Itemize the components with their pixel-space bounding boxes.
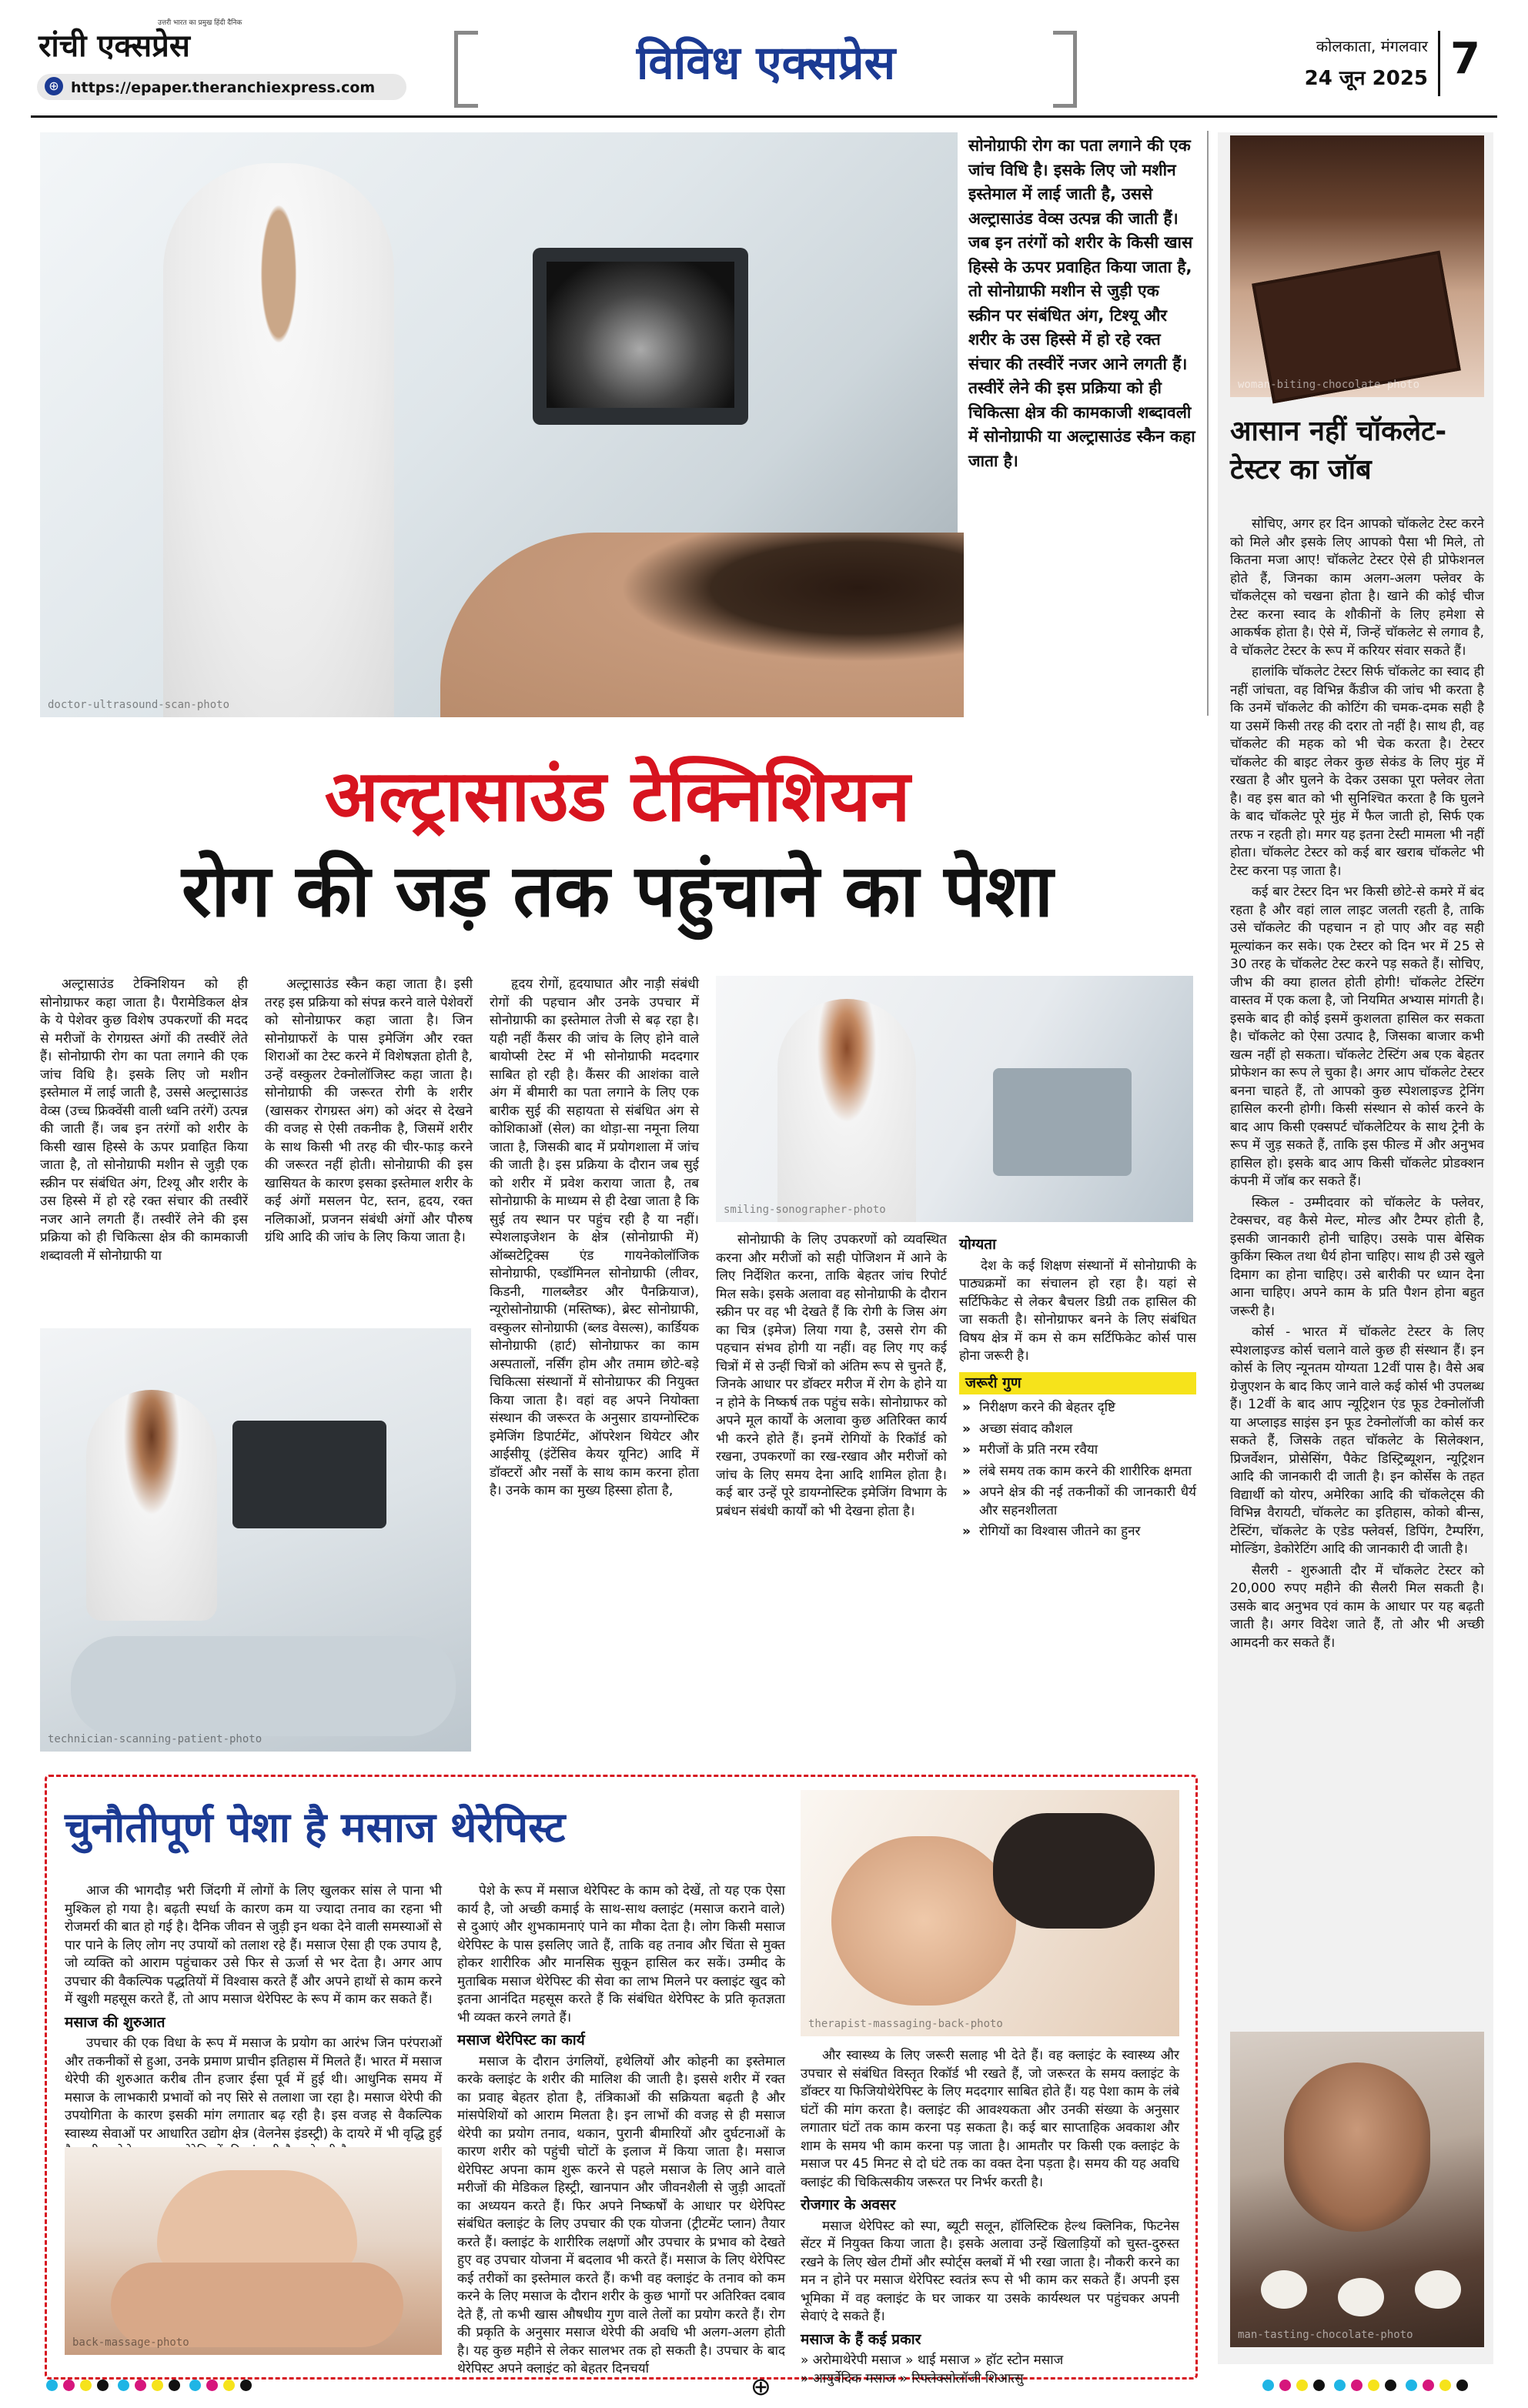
chocolate-body bbox=[1230, 516, 1484, 1962]
skill-item: » अच्छा संवाद कौशल bbox=[959, 1421, 1196, 1439]
lead-col-1 bbox=[40, 976, 248, 1314]
city-day: कोलकाता, मंगलवार bbox=[1316, 37, 1428, 55]
skill-item: » अपने क्षेत्र की नई तकनीकों की जानकारी धैर्य और सहनशीलता bbox=[959, 1484, 1196, 1520]
patient-figure bbox=[440, 533, 964, 717]
skill-item: » रोगियों का विश्वास जीतने का हुनर bbox=[959, 1523, 1196, 1541]
page-number: 7 bbox=[1450, 34, 1480, 84]
taster-photo bbox=[1230, 2032, 1484, 2347]
masthead-rule bbox=[31, 115, 1497, 118]
bracket-right bbox=[1053, 31, 1077, 108]
qualification-heading: योग्यता bbox=[959, 1236, 997, 1253]
technician-photo bbox=[716, 976, 1193, 1222]
massage-types-line-2: » आयुर्वेदिक मसाज » रिफ्लेक्सोलॉजी शिआत्सु bbox=[801, 2370, 1024, 2386]
registration-mark: ⊕ bbox=[751, 2372, 771, 2401]
issue-date: 24 जून 2025 bbox=[1304, 67, 1428, 90]
massage-work-heading: मसाज थेरेपिस्ट का कार्य bbox=[457, 2032, 585, 2049]
back-massage-photo bbox=[65, 2147, 442, 2355]
massage-col-3-p2: मसाज थेरेपिस्ट को स्पा, ब्यूटी सलून, हॉलिस्टिक हेल्थ क्लिनिक, फिटनेस सेंटर में नियुक्त किया जाता है। इसके अलावा उन्हें खिलाड़ियों को चुस्त-दुरुस्त रखने के लिए खेल टीमों और स्पोर्ट्स क्लबों में भी रखा जाता है। नौकरी करने का मन न होने पर मसाज थेरेपिस्ट स्वतंत्र रूप से भी काम कर सकते हैं। अपनी इस भूमिका में वह क्लाइंट के घर जाकर या उसके कार्यस्थल पर पहुंचकर अपनी सेवाएं दे सकते हैं। bbox=[801, 2218, 1179, 2324]
massage-col-2 bbox=[457, 1882, 785, 2376]
bracket-left bbox=[454, 31, 478, 108]
taster-photo-label: man-tasting-chocolate-photo bbox=[1238, 2329, 1413, 2341]
qualification-text: देश के कई शिक्षण संस्थानों में सोनोग्राफी के पाठ्यक्रमों का संचालन हो रहा है। यहां से सर्टिफिकेट से लेकर बैचलर डिग्री तक हासिल की जा सकती है। सोनोग्राफर बनने के लिए संबंधित विषय क्षेत्र में कम से कम सर्टिफिकेट कोर्स पास होना जरूरी है। bbox=[959, 1257, 1196, 1364]
lead-col-5 bbox=[959, 1231, 1196, 1755]
scan-photo bbox=[40, 1328, 471, 1752]
hands-massage-photo-label: therapist-massaging-back-photo bbox=[808, 2018, 1003, 2030]
lead-intro-box bbox=[968, 134, 1196, 703]
skills-list bbox=[959, 1399, 1196, 1541]
lead-col-4 bbox=[716, 1231, 947, 1755]
paper-name: रांची एक्सप्रेस bbox=[38, 28, 190, 64]
chocolate-body-6: सैलरी - शुरुआती दौर में चॉकलेट टेस्टर को 20,000 रुपए महीने की सैलरी मिल सकती है। उसके बाद अनुभव एवं काम के आधार पर यह बढ़ती जाती है। अगर विदेश जाते हैं, तो और भी अच्छी आमदनी कर सकते हैं। bbox=[1230, 1562, 1484, 1651]
lead-photo-label: doctor-ultrasound-scan-photo bbox=[48, 699, 230, 711]
massage-history-heading: मसाज की शुरुआत bbox=[65, 2013, 166, 2031]
lead-col-2 bbox=[265, 976, 473, 1314]
section-title: विविध एक्सप्रेस bbox=[636, 36, 896, 90]
lead-col-1-text: अल्ट्रासाउंड टेक्निशियन को ही सोनोग्राफर कहा जाता है। पैरामेडिकल क्षेत्र के ये पेशेवर कुछ विशेष उपकरणों की मदद से मरीजों के रोगग्रस्त अंगों की तस्वीरें लेते हैं। सोनोग्राफी रोग का पता लगाने की एक जांच विधि है। इसके लिए जो मशीन इस्तेमाल में लाई जाती है, उससे अल्ट्रासाउंड वेव्स (उच्च फ्रिक्वेंसी वाली ध्वनि तरंगें) उत्पन्न की जाती हैं। जब इन तरंगों को शरीर के किसी खास हिस्से के ऊपर प्रवाहित किया जाता है, तो सोनोग्राफी मशीन से जुड़ी एक स्क्रीन पर संबंधित अंग, टिश्यू और शरीर के उस हिस्से में हो रहे रक्त संचार की तस्वीरें नजर आने लगती हैं। तस्वीरें लेने की इस प्रक्रिया को ही चिकित्सा क्षेत्र की कामकाजी शब्दावली में सोनोग्राफी या bbox=[40, 977, 248, 1264]
color-bar-right bbox=[1262, 2380, 1473, 2394]
skill-item: » निरीक्षण करने की बेहतर दृष्टि bbox=[959, 1399, 1196, 1418]
massage-col-1 bbox=[65, 1882, 442, 2142]
massage-col-1-p2: उपचार की एक विधा के रूप में मसाज के प्रयोग का आरंभ जिन परंपराओं और तकनीकों से हुआ, उनके प्रमाण प्राचीन इतिहास में मिलते हैं। भारत में मसाज थेरेपी की शुरुआत करीब तीन हजार ईसा पूर्व में हुई थी। आधुनिक समय में मसाज के लाभकारी प्रभावों को नए सिरे से तलाशा जा रहा है। मसाज थेरेपी की उपयोगिता के कारण इसकी मांग लगातार बढ़ रही है। इस वजह से वैकल्पिक स्वास्थ्य सेवाओं पर आधारित उद्योग क्षेत्र (वेलनेस इंडस्ट्री) के दायरे में भी वृद्धि हुई bbox=[65, 2036, 442, 2142]
lead-col-3-text: हृदय रोगों, हृदयाघात और नाड़ी संबंधी रोगों की पहचान और उनके उपचार में सोनोग्राफी का इस्तेमाल तेजी से बढ़ रहा है। यही नहीं कैंसर की जांच के लिए होने वाले बायोप्सी टेस्ट में भी सोनोग्राफी मददगार साबित हो रही है। कैंसर की आशंका वाले अंग में बीमारी का पता लगाने के लिए एक बारीक सुई की सहायता से संबंधित अंग से कोशिकाओं (सेल) का थोड़ा-सा नमूना लिया जाता है, जिसकी बाद में प्रयोगशाला में जांच की जाती है। इस प्रक्रिया के दौरान जब सुई को शरीर में प्रवेश कराया जाता है, तब सोनोग्राफी के माध्यम से ही देखा जाता है कि सुई तय स्थान पर पहुंच रही है या नहीं। स्पेशलाइजेशन के क्षेत्र (सोनोग्राफी में) ऑब्सटेट्रिक्स एंड गायनेकोलॉजिक सोनोग्राफी, एब्डॉमिनल सोनोग्राफी (लीवर, किडनी, गालब्लैडर और पैनक्रियाज), न्यूरोसोनोग्राफी (मस्तिष्क), ब्रेस्ट सोनोग्राफी, वस्कुलर सोनोग्राफी (ब्लड वेसल्स), कार्डियक सोनोग्राफी (हार्ट) सोनोग्राफर का काम अस्पतालों, नर्सिंग होम और तमाम छोटे-बड़े चिकित्सा संस्थानों में सोनोग्राफर की नियुक्त किया जाता है। वहां वह अपने नियोक्ता संस्थान की जरूरत के अनुसार डायग्नोस्टिक इमेजिंग डिपार्टमेंट, ऑपरेशन थियेटर और आईसीयू (इंटेंसिव केयर यूनिट) आदि में डॉक्टरों और नर्सों के साथ काम करना होता है। उनके काम का मुख्य हिस्सा होता है, bbox=[490, 977, 699, 1498]
chocolate-body-1: सोचिए, अगर हर दिन आपको चॉकलेट टेस्ट करने को मिले और इसके लिए आपको पैसा भी मिले, तो कितना मजा आए! चॉकलेट टेस्टर ऐसे ही प्रोफेशनल होते हैं, जिनका काम अलग-अलग फ्लेवर के चॉकलेट्स को चखना होता है। खाने की कोई चीज टेस्ट करना स्वाद के शौकीनों के लिए हमेशा से आकर्षक होता है। ऐसे में, जिन्हें चॉकलेट से लगाव है, वे चॉकलेट टेस्टर के रूप में करियर संवार सकते हैं। bbox=[1230, 516, 1484, 659]
skill-item: » लंबे समय तक काम करने की शारीरिक क्षमता bbox=[959, 1463, 1196, 1481]
lead-col-2-text: अल्ट्रासाउंड स्कैन कहा जाता है। इसी तरह इस प्रक्रिया को संपन्न करने वाले पेशेवरों को सोनोग्राफर कहा जाता है। जिन सोनोग्राफरों के पास इमेजिंग और रक्त शिराओं का टेस्ट करने में विशेषज्ञता होती है, उन्हें वस्कुलर टेक्नोलॉजिस्ट कहा जाता है। सोनोग्राफी की जरूरत रोगी के शरीर (खासकर रोगग्रस्त अंग) को अंदर से देखने की वजह से ऐसी तकनीक है, जिसमें शरीर के साथ किसी भी तरह की चीर-फाड़ करने की जरूरत नहीं होती। सोनोग्राफी की इस खासियत के कारण इसका इस्तेमाल शरीर के कई अंगों मसलन पेट, स्तन, हृदय, रक्त नलिकाओं, प्रजनन संबंधी अंगों और पौरुष ग्रंथि आदि की जांच के लिए किया जाता है। bbox=[265, 977, 473, 1245]
masthead-divider bbox=[1438, 31, 1440, 96]
chocolate-body-2: हालांकि चॉकलेट टेस्टर सिर्फ चॉकलेट का स्वाद ही नहीं जांचता, वह विभिन्न कैंडीज की जांच भी करता है कि उनमें चॉकलेट की कोटिंग की चमक-दमक सही है या उसमें किसी तरह की दरार तो नहीं है। साथ ही, वह चॉकलेट की महक को भी चेक करता है। टेस्टर चॉकलेट की बाइट लेकर कुछ सेकंड के लिए मुंह में रखता है और घुलने के देकर उसका पूरा फ्लेवर लेता है। वह इस बात को भी सुनिश्चित करता है कि घुलने के बाद चॉकलेट पूरे मुंह में फैल जाती हो, सिर्फ एक तरफ न रहती हो। मगर यह इतना टेस्टी मामला भी नहीं होता। चॉकलेट टेस्टर को कई बार खराब चॉकलेट भी टेस्ट करना पड़ जाता है। bbox=[1230, 664, 1484, 879]
chocolate-body-5: कोर्स - भारत में चॉकलेट टेस्टर के लिए स्पेशलाइज्ड कोर्स चलाने वाले कुछ ही संस्थान हैं। इन कोर्स के लिए न्यूनतम योग्यता 12वीं पास है। वैसे अब ग्रेजुएशन के बाद किए जाने वाले कई कोर्स भी उपलब्ध हैं। 12वीं के बाद आप न्यूट्रिशन एंड फूड टेक्नोलॉजी या अप्लाइड साइंस इन फूड टेक्नोलॉजी का कोर्स कर सकते हैं, जिसके तहत चॉकलेट के सिलेक्शन, प्रिजर्वेशन, प्रोसेसिंग, पैकेट डिस्ट्रिब्यूशन, न्यूट्रिशन आदि की जानकारी दी जाती है। इन कोर्सेस के तहत विद्यार्थी को योरप, अमेरिका आदि की चॉकलेट्स की विभिन्न वैरायटी, चॉकलेट का इतिहास, कोको बीन्स, टेस्टिंग, चॉकलेट के एडेड फ्लेवर्स, डिपिंग, टैम्परिंग, मोल्डिंग, डेकोरेटिंग आदि की जानकारी दी जाती है। bbox=[1230, 1324, 1484, 1557]
massage-headline: चुनौतीपूर्ण पेशा है मसाज थेरेपिस्ट bbox=[65, 1803, 566, 1852]
massage-col-3-p1: और स्वास्थ्य के लिए जरूरी सलाह भी देते हैं। वह क्लाइंट के स्वास्थ्य और उपचार से संबंधित विस्तृत रिकॉर्ड भी रखते हैं, जो जरूरत के समय क्लाइंट के डॉक्टर या फिजियोथेरेपिस्ट के लिए मददगार साबित होते हैं। यह पेशा काम के लंबे घंटों की मांग करता है। क्लाइंट की आवश्यकता और उनकी संख्या के अनुसार लगातार घंटों तक काम करना पड़ सकता है। कई बार साप्ताहिक अवकाश और शाम के समय भी काम करना पड़ जाता है। आमतौर पर किसी एक क्लाइंट के मसाज पर 45 मिनट से दो घंटे तक का वक्त देना पड़ता है। समय की यह अवधि क्लाइंट की चिकित्सकीय जरूरत पर निर्भर करती है। bbox=[801, 2048, 1179, 2190]
ultrasound-monitor bbox=[533, 248, 748, 425]
lead-intro-rule bbox=[1207, 131, 1209, 716]
technician-photo-label: smiling-sonographer-photo bbox=[724, 1204, 886, 1216]
back-massage-photo-label: back-massage-photo bbox=[72, 2336, 189, 2349]
chocolate-headline: आसान नहीं चॉकलेट-टेस्टर का जॉब bbox=[1230, 416, 1447, 486]
lead-headline-1: अल्ट्रासाउंड टेक्निशियन bbox=[324, 755, 911, 837]
massage-col-1-p1: आज की भागदौड़ भरी जिंदगी में लोगों के लिए खुलकर सांस ले पाना भी मुश्किल हो गया है। बढ़ती स्पर्धा के कारण कम या ज्यादा तनाव का रहना भी रोजमर्रा की बात हो गई है। दैनिक जीवन से जुड़ी इन थका देने वाली समस्याओं से पार पाने के लिए लोग नए उपायों को तलाश रहे हैं। मसाज ऐसा ही एक उपाय है, जो व्यक्ति को आराम पहुंचाकर उसे फिर से ऊर्जा से भर देता है। अगर आप उपचार की वैकल्पिक पद्धतियों में विश्वास करते हैं और अपने हाथों से काम करने में खुशी महसूस करते हैं, तो आप मसाज थेरेपिस्ट के रूप में काम कर सकते हैं। bbox=[65, 1883, 442, 2007]
lead-intro-text: सोनोग्राफी रोग का पता लगाने की एक जांच विधि है। इसके लिए जो मशीन इस्तेमाल में लाई जाती है, उससे अल्ट्रासाउंड वेव्स उत्पन्न की जाती हैं। जब इन तरंगों को शरीर के किसी खास हिस्से के ऊपर प्रवाहित किया जाता है, तो सोनोग्राफी मशीन से जुड़ी एक स्क्रीन पर संबंधित अंग, टिश्यू और शरीर के उस हिस्से में हो रहे रक्त संचार की तस्वीरें नजर आने लगती हैं। तस्वीरें लेने की इस प्रक्रिया को ही चिकित्सा क्षेत्र की कामकाजी शब्दावली में सोनोग्राफी या अल्ट्रासाउंड स्कैन कहा जाता है। bbox=[968, 136, 1195, 470]
color-bar-left bbox=[46, 2380, 257, 2394]
lead-photo bbox=[40, 132, 958, 717]
globe-icon: ⊕ bbox=[45, 77, 63, 95]
scan-photo-label: technician-scanning-patient-photo bbox=[48, 1733, 262, 1745]
massage-jobs-heading: रोजगार के अवसर bbox=[801, 2196, 896, 2213]
lead-col-4-text: सोनोग्राफी के लिए उपकरणों को व्यवस्थित करना और मरीजों को सही पोजिशन में आने के लिए निर्देशित करना, ताकि बेहतर जांच रिपोर्ट मिल सके। इसके अलावा वह सोनोग्राफी के दौरान स्क्रीन पर वह भी देखते हैं कि रोगी के जिस अंग का चित्र (इमेज) लिया गया है, उससे रोग की पहचान संभव होगी या नहीं। वह लिए गए कई चित्रों में से उन्हीं चित्रों को अंतिम रूप से चुनते हैं, जिनके आधार पर डॉक्टर मरीज में रोग के होने या न होने के निष्कर्ष तक पहुंच सके। सोनोग्राफर को अपने मूल कार्यों के अलावा कुछ अतिरिक्त कार्य भी करने होते हैं। इनमें रोगियों के रिकॉर्ड को रखना, उपकरणों का रख-रखाव और मरीजों को जांच के लिए समय देना आदि शामिल होता है। कई बार उन्हें पूरे डायग्नोस्टिक इमेजिंग विभाग के प्रबंधन संबंधी कार्यों को भी देखना होता है। bbox=[716, 1232, 947, 1519]
chocolate-photo-label: woman-biting-chocolate-photo bbox=[1238, 379, 1420, 391]
massage-col-2-p2: मसाज के दौरान उंगलियों, हथेलियों और कोहनी का इस्तेमाल करके क्लाइंट के शरीर की मालिश की जाती है। इससे शरीर में रक्त का प्रवाह बेहतर होता है, तंत्रिकाओं की सक्रियता बढ़ती है और मांसपेशियों को आराम मिलता है। इन लाभों की वजह से ही मसाज थेरेपी का प्रयोग तनाव, थकान, पुरानी बीमारियों और दुर्घटनाओं के कारण शरीर को पहुंची चोटों के इलाज में किया जाता है। मसाज थेरेपिस्ट अपना काम शुरू करने से पहले मसाज के लिए आने वाले मरीजों की मेडिकल हिस्ट्री, खानपान और जीवनशैली से जुड़ी आदतों का अध्ययन करते हैं। फिर अपने निष्कर्षों के आधार पर थेरेपिस्ट संबंधित क्लाइंट के लिए उपचार की एक योजना (ट्रीटमेंट प्लान) तैयार करते हैं। क्लाइंट के शारीरिक लक्षणों और उपचार के प्रभाव को देखते हुए वह उपचार योजना में बदलाव भी करते हैं। मसाज के लिए थेरेपिस्ट कई तरीकों का इस्तेमाल करते हैं। कभी वह क्लाइंट के तनाव को कम करने के लिए मसाज के दौरान शरीर के कुछ भागों पर अतिरिक्त दबाव देते हैं, तो कभी खास औषधीय गुण वाले तेलों का प्रयोग करते हैं। रोग की प्रकृति के अनुसार मसाज थेरेपी की अवधि भी अलग-अलग होती है। यह कुछ महीने से लेकर सालभर तक हो सकती है। उपचार के बाद थेरेपिस्ट अपने क्लाइंट को बेहतर दिनचर्या bbox=[457, 2053, 785, 2376]
paper-logo bbox=[38, 23, 190, 65]
url-bar[interactable] bbox=[37, 74, 406, 100]
doctor-figure bbox=[163, 163, 394, 717]
masthead bbox=[0, 0, 1528, 115]
paper-tagline: उत्तरी भारत का प्रमुख हिंदी दैनिक bbox=[158, 19, 242, 27]
chocolate-body-4: स्किल - उम्मीदवार को चॉकलेट के फ्लेवर, टेक्सचर, वह कैसे मेल्ट, मोल्ड और टैम्पर होती है, इसकी जानकारी होनी चाहिए। उसके पास बेसिक कुकिंग स्किल तथा धैर्य होना चाहिए। साथ ही उसे खुले दिमाग का होना चाहिए। उसे बारीकी पर ध्यान देना आना चाहिए। अपने काम के प्रति पैशन होना बहुत जरूरी है। bbox=[1230, 1194, 1484, 1319]
massage-col-2-p1: पेशे के रूप में मसाज थेरेपिस्ट के काम को देखें, तो यह एक ऐसा कार्य है, जो अच्छी कमाई के साथ-साथ क्लाइंट (मसाज कराने वाले) से दुआएं और शुभकामनाएं पाने का मौका देता है। लोग किसी मसाज थेरेपिस्ट के पास इसलिए जाते हैं, ताकि वह तनाव और चिंता से मुक्त होकर शारीरिक और मानसिक सुकून हासिल कर सकें। उम्मीद के मुताबिक मसाज थेरेपिस्ट की सेवा का लाभ मिलने पर क्लाइंट खुद को इतना आनंदित महसूस करते हैं कि संबंधित थेरेपिस्ट के प्रति कृतज्ञता भी व्यक्त करने लगते हैं। bbox=[457, 1883, 785, 2026]
lead-headline-2: रोग की जड़ तक पहुंचाने का पेशा bbox=[181, 850, 1054, 933]
epaper-url[interactable]: https://epaper.theranchiexpress.com bbox=[71, 79, 376, 96]
massage-types-line-1: » अरोमाथेरेपी मसाज » थाई मसाज » हॉट स्टोन मसाज bbox=[801, 2353, 1064, 2368]
massage-types-heading: मसाज के हैं कई प्रकार bbox=[801, 2330, 921, 2348]
chocolate-photo bbox=[1230, 135, 1484, 397]
chocolate-body-3: कई बार टेस्टर दिन भर किसी छोटे-से कमरे में बंद रहता है और वहां लाल लाइट जलती रहती है, ताकि उसे चॉकलेट की पहचान न हो पाए और वह सही मूल्यांकन कर सके। एक टेस्टर को दिन भर में 25 से 30 तरह के चॉकलेट टेस्ट करने पड़ सकते हैं। सोचिए, जीभ की क्या हालत होती होगी! चॉकलेट टेस्टिंग वास्तव में एक कला है, जो नियमित अभ्यास मांगती है। इसके बाद ही कोई इसमें कुशलता हासिल कर सकता है। चॉकलेट को ऐसा उत्पाद है, जिसका बाजार कभी खत्म नहीं हो सकता। चॉकलेट टेस्टिंग अब एक बेहतर प्रोफेशन का रूप ले चुका है। अगर आप चॉकलेट टेस्टर बनना चाहते हैं, तो आपको कुछ स्पेशलाइज्ड ट्रेनिंग हासिल करनी होगी। किसी संस्थान से कोर्स करने के बाद आप किसी एक्सपर्ट चॉकलेटियर के साथ ट्रेनी के रूप में जुड़ सकते हैं, ताकि इस फील्ड में और अनुभव हासिल हो। इसके बाद आप किसी चॉकलेट प्रोडक्शन कंपनी में जॉब कर सकते हैं। bbox=[1230, 884, 1484, 1189]
lead-col-3 bbox=[490, 976, 699, 1753]
hands-massage-photo bbox=[801, 1790, 1179, 2036]
skills-heading: जरूरी गुण bbox=[959, 1372, 1196, 1395]
massage-col-3 bbox=[801, 2047, 1179, 2386]
skill-item: » मरीजों के प्रति नरम रवैया bbox=[959, 1441, 1196, 1460]
